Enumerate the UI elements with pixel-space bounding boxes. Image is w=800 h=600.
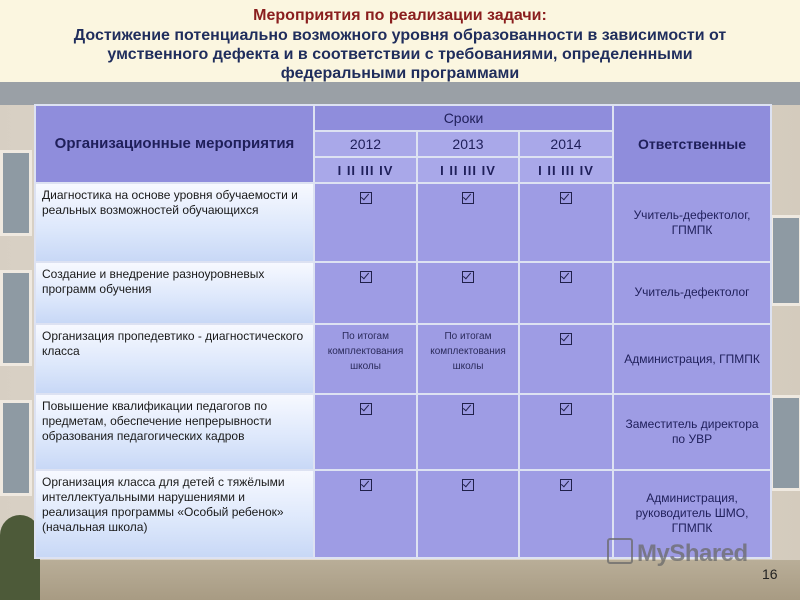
header-measures: Организационные мероприятия [35,105,314,183]
header-quarters-2013: I II III IV [417,157,519,183]
term-cell-2013 [417,262,519,324]
checkbox-checked-icon [360,271,372,283]
header-quarters-2014: I II III IV [519,157,613,183]
measures-table [34,104,772,559]
measure-cell: Диагностика на основе уровня обучаемости и реальных возможностей обучающихся [35,183,314,261]
responsible-cell: Учитель-дефектолог [613,262,771,324]
term-cell-2013 [417,394,519,469]
table-row [35,324,771,394]
term-cell-2012 [314,394,417,469]
term-cell-2014 [519,470,613,558]
title-line-1: Мероприятия по реализации задачи: [253,7,547,24]
term-cell-2013 [417,183,519,261]
responsible-cell: Администрация, ГПМПК [613,324,771,394]
table-row [35,183,771,261]
checkbox-checked-icon [560,333,572,345]
checkbox-checked-icon [560,271,572,283]
responsible-cell: Учитель-дефектолог, ГПМПК [613,183,771,261]
measure-cell: Повышение квалификации педагогов по предметам, обеспечение непрерывности образования педагогических кадров [35,394,314,469]
term-cell-2012 [314,262,417,324]
header-year-2013: 2013 [417,131,519,157]
header-quarters-2012: I II III IV [314,157,417,183]
table-row [35,262,771,324]
checkbox-checked-icon [462,403,474,415]
watermark-text: MyShared [637,540,748,567]
term-cell-2014 [519,262,613,324]
term-cell-2014 [519,324,613,394]
checkbox-checked-icon [360,192,372,204]
term-cell-2014 [519,183,613,261]
term-cell-2012 [314,470,417,558]
title-line-3: умственного дефекта и в соответствии с требованиями, определенными [107,46,693,63]
measure-cell: Организация класса для детей с тяжёлыми интеллектуальными нарушениями и реализация программы «Особый ребенок» (начальная школа) [35,470,314,558]
term-cell-2012 [314,324,417,394]
checkbox-checked-icon [560,479,572,491]
checkbox-checked-icon [560,192,572,204]
term-note: По итогам комплектования школы [327,330,404,372]
table-row [35,394,771,469]
checkbox-checked-icon [360,403,372,415]
title-line-4: федеральными программами [280,65,520,82]
term-note: По итогам комплектования школы [430,330,506,372]
measure-cell: Создание и внедрение разноуровневых программ обучения [35,262,314,324]
checkbox-checked-icon [462,192,474,204]
checkbox-checked-icon [360,479,372,491]
header-year-2014: 2014 [519,131,613,157]
checkbox-checked-icon [462,271,474,283]
header-responsible: Ответственные [613,105,771,183]
term-cell-2013 [417,470,519,558]
slide-title [0,0,800,82]
responsible-cell: Администрация, руководитель ШМО, ГПМПК [613,470,771,558]
header-year-2012: 2012 [314,131,417,157]
title-line-2: Достижение потенциально возможного уровня образованности в зависимости от [73,27,727,44]
term-cell-2013 [417,324,519,394]
term-cell-2012 [314,183,417,261]
checkbox-checked-icon [462,479,474,491]
responsible-cell: Заместитель директора по УВР [613,394,771,469]
term-cell-2014 [519,394,613,469]
checkbox-checked-icon [560,403,572,415]
header-terms: Сроки [314,105,613,131]
watermark [607,538,748,568]
page-number: 16 [762,566,778,582]
myshared-logo-icon [607,538,633,564]
measure-cell: Организация пропедевтико - диагностического класса [35,324,314,394]
